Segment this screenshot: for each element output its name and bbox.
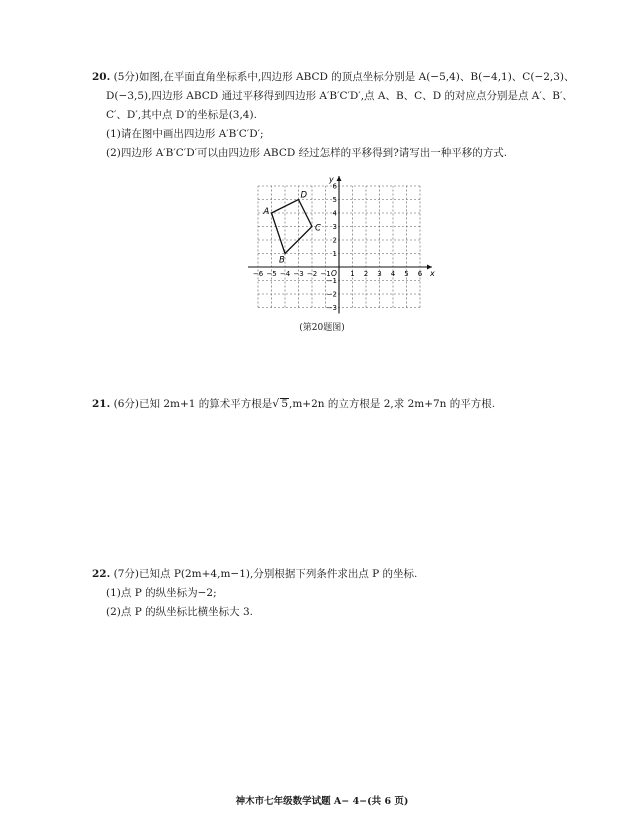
x-tick-label: −4 — [279, 270, 291, 278]
problem-20-stem-line3: C′、D′,其中点 D′的坐标是(3,4). — [106, 109, 257, 121]
sqrt-sign-icon: √ — [272, 397, 280, 410]
problem-20-text: 如图,在平面直角坐标系中,四边形 ABCD 的顶点坐标分别是 A(−5,4)、B(−4,1)、C(−2,3)、 — [139, 71, 575, 83]
x-tick-label: −6 — [252, 270, 264, 278]
x-tick-label: 1 — [350, 270, 355, 278]
x-tick-label: −1 — [320, 270, 331, 278]
problem-22 — [92, 565, 612, 622]
vertex-label-c: C — [315, 223, 321, 234]
problem-score: (5分) — [113, 71, 139, 83]
y-axis-arrow-icon — [337, 176, 342, 181]
problem-number: 21. — [92, 398, 111, 410]
origin-label: O — [331, 269, 337, 278]
problem-20-stem-line1 — [92, 68, 612, 87]
y-tick-label: −1 — [326, 277, 337, 285]
problem-21-stem — [92, 394, 612, 414]
problem-21-text-a: 已知 2m+1 的算术平方根是 — [139, 398, 273, 410]
y-tick-label: 1 — [332, 250, 337, 258]
x-tick-label: −5 — [266, 270, 277, 278]
problem-22-stem — [92, 565, 612, 584]
vertex-label-d: D — [300, 190, 308, 201]
y-tick-label: −3 — [326, 304, 337, 312]
problem-22-question-2: (2)点 P 的纵坐标比横坐标大 3. — [106, 606, 253, 618]
problem-20-question-2: (2)四边形 A′B′C′D′可以由四边形 ABCD 经过怎样的平移得到?请写出一种平移的方式. — [106, 147, 508, 159]
x-tick-label: 4 — [390, 270, 396, 278]
problem-22-text: 已知点 P(2m+4,m−1),分别根据下列条件求出点 P 的坐标. — [139, 568, 418, 580]
x-axis-label: x — [430, 269, 435, 278]
problem-score: (6分) — [113, 398, 139, 410]
problem-20 — [92, 68, 612, 163]
x-tick-label: 5 — [404, 270, 409, 278]
problem-20-stem-line2: D(−3,5),四边形 ABCD 通过平移得到四边形 A′B′C′D′,点 A、B、C、D 的对应点分别是点 A′、B′、 — [106, 90, 573, 102]
y-tick-label: 4 — [332, 209, 337, 218]
problem-score: (7分) — [113, 568, 139, 580]
y-axis-label: y — [329, 175, 334, 184]
problem-22-question-1: (1)点 P 的纵坐标为−2; — [106, 587, 217, 599]
problem-21-text-b: ,m+2n 的立方根是 2,求 2m+7n 的平方根. — [289, 398, 496, 410]
y-tick-label: 6 — [332, 182, 337, 191]
x-tick-label: 6 — [417, 270, 423, 278]
x-tick-label: 3 — [377, 270, 382, 278]
x-tick-label: −2 — [306, 270, 318, 278]
x-tick-label: 2 — [363, 270, 369, 278]
vertex-label-a: A — [263, 207, 270, 217]
problem-21 — [92, 394, 612, 414]
y-tick-label: 3 — [332, 223, 337, 231]
y-tick-label: 2 — [332, 236, 337, 245]
vertex-label-b: B — [279, 255, 285, 266]
problem-number: 20. — [92, 71, 111, 83]
page-footer: 神木市七年级数学试题 A− 4−(共 6 页) — [235, 796, 409, 807]
problem-number: 22. — [92, 568, 111, 580]
y-tick-label: −2 — [326, 290, 337, 299]
problem-20-question-1: (1)请在图中画出四边形 A′B′C′D′; — [106, 128, 264, 140]
sqrt-radicand: 5 — [281, 398, 288, 410]
x-tick-label: −3 — [293, 270, 304, 278]
y-tick-label: 5 — [332, 196, 337, 204]
figure-caption: (第20题图) — [299, 323, 345, 333]
coordinate-grid-figure — [247, 166, 447, 316]
